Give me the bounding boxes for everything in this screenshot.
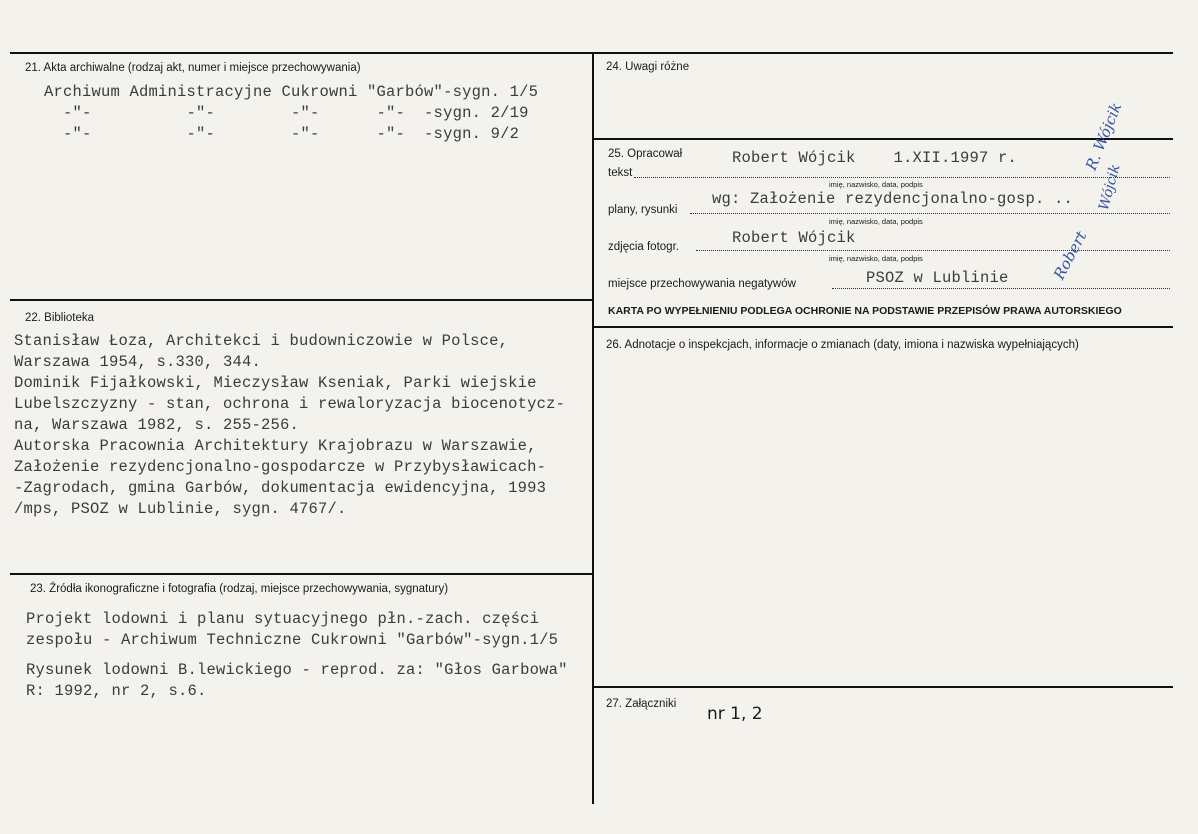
section-27-title: 27. Załączniki	[606, 698, 677, 710]
library-line-2: Warszawa 1954, s.330, 344.	[14, 353, 262, 371]
library-line-9: /mps, PSOZ w Lublinie, sygn. 4767/.	[14, 500, 347, 518]
library-line-7: Założenie rezydencjonalno-gospodarcze w Przybysławicach-	[14, 458, 547, 476]
rule-25-26	[593, 326, 1173, 328]
section-24-title: 24. Uwagi różne	[606, 61, 690, 73]
library-line-5: na, Warszawa 1982, s. 255-256.	[14, 416, 300, 434]
negatywy-label: miejsce przechowywania negatywów	[608, 278, 796, 290]
section-21-title: 21. Akta archiwalne (rodzaj akt, numer i miejsce przechowywania)	[25, 62, 361, 74]
library-line-6: Autorska Pracownia Architektury Krajobrazu w Warszawie,	[14, 437, 537, 455]
tekst-caption: imię, nazwisko, data, podpis	[829, 180, 923, 189]
archive-line-3: -"- -"- -"- -"- -sygn. 9/2	[44, 125, 520, 143]
signature-2: Wójcik	[1096, 162, 1124, 213]
icon-source-line-2: zespołu - Archiwum Techniczne Cukrowni "Garbów"-sygn.1/5	[26, 631, 559, 649]
zdjecia-dotted-line	[696, 250, 1170, 251]
zdjecia-caption: imię, nazwisko, data, podpis	[829, 254, 923, 263]
tekst-dotted-line	[634, 177, 1170, 178]
tekst-label: tekst	[608, 167, 633, 179]
section-22-title: 22. Biblioteka	[25, 312, 95, 324]
zdjecia-label: zdjęcia fotogr.	[608, 241, 679, 253]
section-23-title: 23. Źródła ikonograficzne i fotografia (rodzaj, miejsce przechowywania, sygnatury)	[30, 583, 449, 595]
rule-24-25	[593, 138, 1173, 140]
library-line-1: Stanisław Łoza, Architekci i budowniczowie w Polsce,	[14, 332, 509, 350]
attachments-value: nr 1, 2	[707, 704, 763, 724]
section-25-title: 25. Opracował	[608, 148, 683, 160]
signature-3: Robert	[1050, 228, 1091, 283]
icon-source-line-3: Rysunek lodowni B.lewickiego - reprod. za: "Głos Garbowa"	[26, 661, 568, 679]
icon-source-line-1: Projekt lodowni i planu sytuacyjnego płn.-zach. części	[26, 610, 540, 628]
rule-26-27	[593, 686, 1173, 688]
rule-22-23	[10, 573, 593, 575]
negatywy-value: PSOZ w Lublinie	[866, 269, 1009, 287]
library-line-3: Dominik Fijałkowski, Mieczysław Kseniak, Parki wiejskie	[14, 374, 537, 392]
library-line-4: Lubelszczyzny - stan, ochrona i rewaloryzacja biocenotycz-	[14, 395, 566, 413]
signature-1: R. Wójcik	[1082, 99, 1126, 173]
center-divider	[592, 52, 594, 804]
archive-line-2: -"- -"- -"- -"- -sygn. 2/19	[44, 104, 529, 122]
plany-value: wg: Założenie rezydencjonalno-gosp. ..	[712, 190, 1074, 208]
rule-21-22	[10, 299, 593, 301]
archive-line-1: Archiwum Administracyjne Cukrowni "Garbów"-sygn. 1/5	[44, 83, 539, 101]
copyright-notice: KARTA PO WYPEŁNIENIU PODLEGA OCHRONIE NA PODSTAWIE PRZEPISÓW PRAWA AUTORSKIEGO	[608, 305, 1122, 317]
plany-caption: imię, nazwisko, data, podpis	[829, 217, 923, 226]
plany-label: plany, rysunki	[608, 204, 678, 216]
icon-source-line-4: R: 1992, nr 2, s.6.	[26, 682, 207, 700]
section-26-title: 26. Adnotacje o inspekcjach, informacje o zmianach (daty, imiona i nazwiska wypełniających)	[606, 339, 1079, 351]
plany-dotted-line	[690, 213, 1170, 214]
tekst-value: Robert Wójcik 1.XII.1997 r.	[732, 149, 1018, 167]
library-line-8: -Zagrodach, gmina Garbów, dokumentacja ewidencyjna, 1993	[14, 479, 547, 497]
zdjecia-value: Robert Wójcik	[732, 229, 856, 247]
